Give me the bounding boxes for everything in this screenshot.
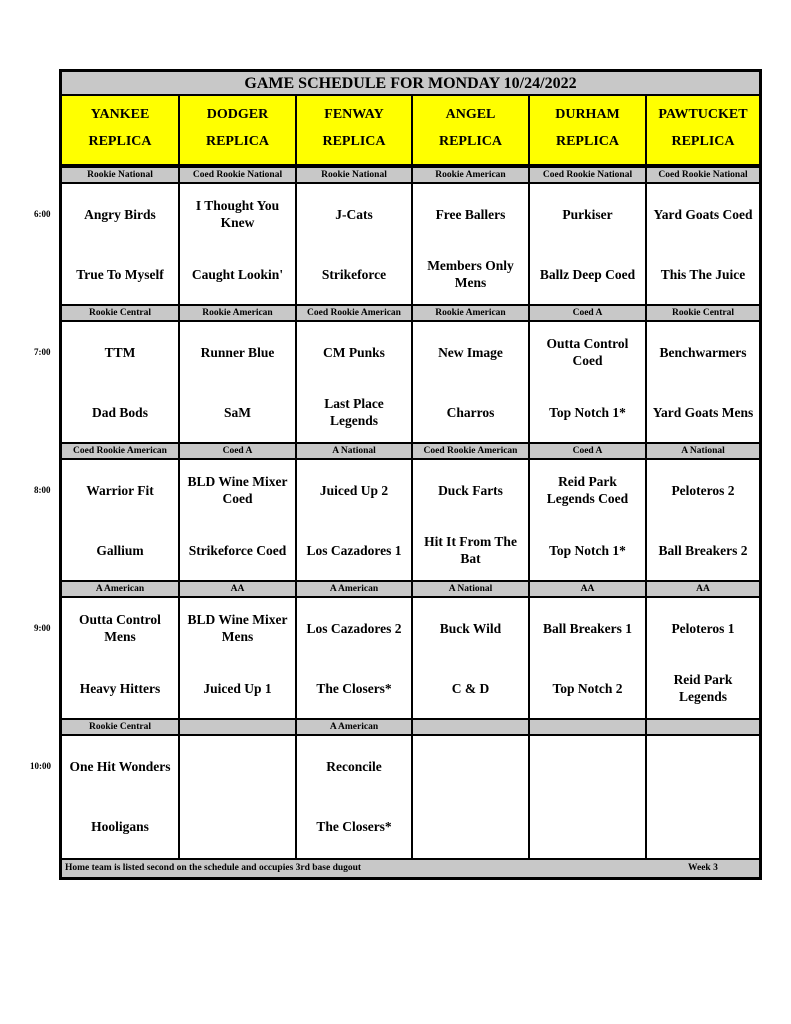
field-sub: REPLICA — [671, 134, 735, 149]
home-team: Top Notch 1* — [549, 404, 626, 420]
home-team: Juiced Up 1 — [203, 680, 272, 696]
home-team: Heavy Hitters — [79, 680, 161, 696]
away-team: Runner Blue — [200, 344, 275, 360]
away-team: I Thought You Knew — [195, 198, 280, 230]
home-team: True To Myself — [76, 266, 164, 282]
division-label: Coed Rookie National — [658, 170, 748, 180]
field-header-yankee — [62, 96, 178, 164]
column-divider — [528, 96, 530, 858]
away-team: New Image — [438, 344, 503, 360]
away-team: Yard Goats Coed — [653, 206, 753, 222]
division-label: Coed Rookie American — [73, 446, 167, 456]
home-team: The Closers* — [316, 818, 392, 834]
footer-note: Home team is listed second on the schedule and occupies 3rd base dugout — [65, 863, 362, 873]
field-header-durham — [530, 96, 645, 164]
away-team: BLD Wine Mixer Mens — [187, 612, 288, 644]
field-name: DODGER — [206, 107, 269, 122]
division-label: Rookie American — [435, 308, 506, 318]
away-team: Buck Wild — [439, 620, 502, 636]
away-team: Outta Control Mens — [79, 612, 161, 644]
time-label: 7:00 — [34, 347, 51, 357]
home-team: Ball Breakers 2 — [658, 542, 748, 558]
division-label — [530, 720, 645, 734]
division-label: Coed A — [572, 308, 603, 318]
home-team: Last Place Legends — [324, 396, 384, 428]
home-team — [533, 800, 642, 852]
away-team — [650, 740, 756, 792]
division-label: AA — [230, 584, 245, 594]
home-team: Hit It From The Bat — [424, 534, 517, 566]
division-label: A American — [329, 722, 379, 732]
away-team: Free Ballers — [435, 206, 506, 222]
away-team: One Hit Wonders — [69, 758, 171, 774]
division-label: A National — [448, 584, 493, 594]
field-name: ANGEL — [445, 107, 496, 122]
schedule-title: GAME SCHEDULE FOR MONDAY 10/24/2022 — [62, 72, 759, 96]
away-team: Benchwarmers — [659, 344, 747, 360]
away-team: Angry Birds — [84, 206, 156, 222]
home-team: Hooligans — [91, 818, 149, 834]
division-label: Rookie American — [202, 308, 273, 318]
home-team: C & D — [451, 680, 490, 696]
column-divider — [411, 96, 413, 858]
division-label: A American — [95, 584, 145, 594]
division-label: Rookie Central — [671, 308, 734, 318]
division-label — [647, 720, 759, 734]
away-team: Duck Farts — [438, 482, 503, 498]
division-label: Coed Rookie National — [192, 170, 283, 180]
away-team: Ball Breakers 1 — [543, 620, 632, 636]
division-label: Rookie Central — [88, 308, 151, 318]
week-label: Week 3 — [688, 863, 718, 873]
home-team: Strikeforce Coed — [188, 542, 287, 558]
away-team: Outta Control Coed — [546, 336, 629, 368]
division-label: Rookie Central — [88, 722, 151, 732]
division-label: Rookie National — [321, 170, 387, 180]
away-team: Los Cazadores 2 — [306, 620, 402, 636]
schedule-table — [59, 69, 762, 880]
field-header-fenway — [297, 96, 411, 164]
home-team: Caught Lookin' — [191, 266, 284, 282]
home-team: This The Juice — [660, 266, 746, 282]
field-sub: REPLICA — [555, 134, 619, 149]
away-team: BLD Wine Mixer Coed — [187, 474, 288, 506]
away-team — [416, 740, 525, 792]
field-name: FENWAY — [324, 107, 384, 122]
home-team: Ballz Deep Coed — [539, 266, 636, 282]
division-label: Coed Rookie National — [542, 170, 633, 180]
home-team — [416, 800, 525, 852]
home-team: Top Notch 1* — [549, 542, 626, 558]
division-label — [180, 720, 295, 734]
home-team: The Closers* — [316, 680, 392, 696]
home-team: Members Only Mens — [427, 258, 514, 290]
division-label: AA — [580, 584, 595, 594]
away-team: CM Punks — [323, 344, 385, 360]
home-team: Charros — [446, 404, 495, 420]
time-label: 9:00 — [34, 623, 51, 633]
away-team: TTM — [104, 344, 136, 360]
time-label: 10:00 — [30, 761, 51, 771]
home-team — [183, 800, 292, 852]
home-team: Los Cazadores 1 — [306, 542, 402, 558]
field-name: DURHAM — [555, 107, 620, 122]
field-header-pawtucket — [647, 96, 759, 164]
field-name: YANKEE — [90, 107, 150, 122]
division-label: Rookie National — [87, 170, 153, 180]
home-team: Top Notch 2 — [552, 680, 623, 696]
away-team: J-Cats — [335, 206, 373, 222]
field-sub: REPLICA — [438, 134, 502, 149]
home-team: Yard Goats Mens — [652, 404, 754, 420]
away-team — [533, 740, 642, 792]
away-team — [183, 740, 292, 792]
home-team: SaM — [224, 404, 251, 420]
away-team: Peloteros 2 — [671, 482, 735, 498]
away-team: Juiced Up 2 — [319, 482, 389, 498]
division-label: Coed Rookie American — [307, 308, 401, 318]
column-divider — [295, 96, 297, 858]
home-team: Reid Park Legends — [673, 672, 733, 704]
home-team: Gallium — [96, 542, 144, 558]
field-sub: REPLICA — [205, 134, 269, 149]
division-label: A National — [681, 446, 725, 456]
home-team: Strikeforce — [321, 266, 387, 282]
home-team — [650, 800, 756, 852]
away-team: Reid Park Legends Coed — [546, 474, 629, 506]
division-label: A National — [332, 446, 376, 456]
division-label: Coed Rookie American — [423, 446, 518, 456]
home-team: Dad Bods — [92, 404, 148, 420]
field-sub: REPLICA — [322, 134, 386, 149]
division-label — [413, 720, 528, 734]
division-label: Coed A — [222, 446, 253, 456]
away-team: Purkiser — [562, 206, 613, 222]
time-label: 8:00 — [34, 485, 51, 495]
column-divider — [645, 96, 647, 858]
column-divider — [178, 96, 180, 858]
division-label: Coed A — [572, 446, 603, 456]
field-header-dodger — [180, 96, 295, 164]
footer-bar — [62, 858, 759, 877]
away-team: Peloteros 1 — [671, 620, 735, 636]
field-name: PAWTUCKET — [658, 107, 748, 122]
division-label: AA — [696, 584, 710, 594]
division-label: Rookie American — [435, 170, 506, 180]
away-team: Warrior Fit — [86, 482, 154, 498]
division-label: A American — [329, 584, 379, 594]
time-label: 6:00 — [34, 209, 51, 219]
field-header-angel — [413, 96, 528, 164]
away-team: Reconcile — [326, 758, 382, 774]
field-sub: REPLICA — [88, 134, 152, 149]
